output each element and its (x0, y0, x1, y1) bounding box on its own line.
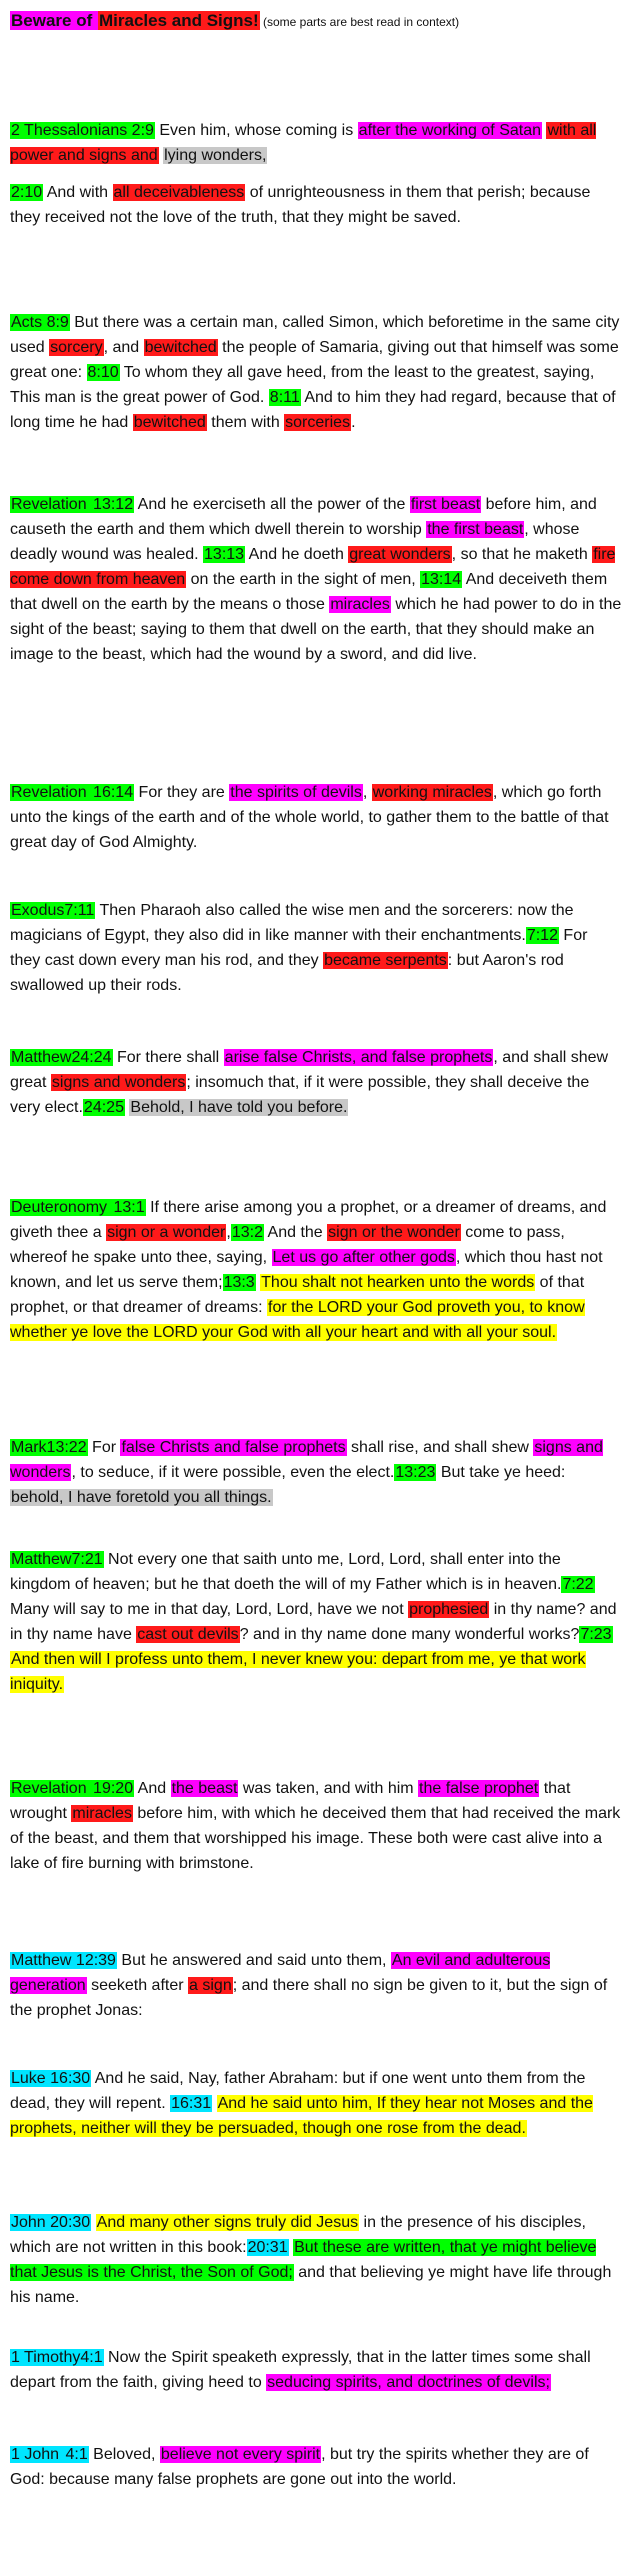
highlighted-text: But these are written, that ye might believe that Jesus is the Christ, the Son of God; (10, 2239, 597, 2281)
highlighted-text: the first beast (427, 521, 524, 538)
highlighted-text: bewitched (144, 339, 217, 356)
scripture-passage (10, 118, 622, 168)
text-run: , so that he maketh (451, 546, 593, 563)
highlighted-text: seducing spirits, and doctrines of devils; (267, 2374, 550, 2391)
highlighted-text: And then will I profess unto them, I never knew you: depart from me, ye that work iniquity. (10, 1651, 586, 1693)
scripture-passage (10, 310, 622, 435)
text-run: And he doeth (245, 546, 349, 563)
highlighted-text: Let us go after other gods (272, 1249, 455, 1266)
scripture-passage (10, 1045, 622, 1120)
text-run: them with (206, 414, 285, 431)
highlighted-text: 4:1 (61, 2446, 88, 2463)
scripture-passage (10, 1948, 622, 2023)
highlighted-text: Luke 16:30 (11, 2070, 91, 2087)
text-run: . (351, 414, 356, 431)
scripture-passage (10, 2066, 622, 2141)
text-run: in thy name? and in thy name have (10, 1601, 617, 1643)
highlighted-text: 13:23 (395, 1464, 436, 1481)
highlighted-text: 7:22 (562, 1576, 594, 1593)
scripture-passage (10, 898, 622, 998)
highlighted-text: Revelation (11, 1780, 87, 1797)
highlighted-text: behold, I have foretold you all things. (11, 1489, 272, 1506)
text-run: come to pass, whereof he spake unto thee, saying, (10, 1224, 565, 1266)
text-run: shall rise, and shall shew (346, 1439, 534, 1456)
text-run: , which go forth unto the kings of the earth and of the whole world, to gather them to the battle of that great day of God Almighty. (10, 784, 609, 851)
highlighted-text: believe not every spirit (160, 2446, 321, 2463)
page-title (10, 8, 622, 35)
highlighted-text: with all power and signs and (10, 122, 597, 164)
highlighted-text: signs and wonders (10, 1439, 603, 1481)
highlighted-text: 7:23 (580, 1626, 612, 1643)
text-run: Even him, whose coming is (154, 122, 358, 139)
text-run (212, 2095, 216, 2112)
highlighted-text: Matthew 12:39 (11, 1952, 116, 1969)
highlighted-text: Beware of (11, 11, 97, 30)
highlighted-text: sign or a wonder (107, 1224, 226, 1241)
text-run: which he had power to do in the sight of the beast; saying to them that dwell on the earth, that they should make an image to the beast, which had the wound by a sword, and did live. (10, 596, 622, 663)
text-run (91, 2214, 95, 2231)
highlighted-text: 1 Timothy4:1 (11, 2349, 103, 2366)
scripture-passage (10, 1547, 622, 1697)
highlighted-text: 2 Thessalonians 2:9 (11, 122, 154, 139)
highlighted-text: 13:2 (231, 1224, 263, 1241)
highlighted-text: lying wonders, (164, 147, 267, 164)
text-run: , to seduce, if it were possible, even the elect. (71, 1464, 395, 1481)
highlighted-text: all deceivableness (113, 184, 245, 201)
scripture-passage (10, 1776, 622, 1876)
text-run: ? and in thy name done many wonderful works? (239, 1626, 580, 1643)
scripture-passage (10, 2210, 622, 2310)
highlighted-text: sign or the wonder (328, 1224, 460, 1241)
highlighted-text: 16:14 (88, 784, 134, 801)
text-run: , whose deadly wound was healed. (10, 521, 580, 563)
highlighted-text: sorceries (285, 414, 351, 431)
highlighted-text: Miracles and Signs! (98, 11, 259, 30)
text-run: that wrought (10, 1780, 571, 1822)
highlighted-text: Thou shalt not hearken unto the words (261, 1274, 535, 1291)
highlighted-text: 13:13 (204, 546, 245, 563)
highlighted-text: Deuteronomy (11, 1199, 108, 1216)
text-run: : but Aaron's rod swallowed up their rods. (10, 952, 564, 994)
text-run: ; and there shall no sign be given to it, but the sign of the prophet Jonas: (10, 1977, 608, 2019)
highlighted-text: 20:31 (247, 2239, 288, 2256)
text-run: Then Pharaoh also called the wise men and the sorcerers: now the magicians of Egypt, they also did in like manner with their enchantments. (10, 902, 574, 944)
highlighted-text: fire come down from heaven (10, 546, 616, 588)
text-run: But there was a certain man, called Simon, which beforetime in the same city used (10, 314, 620, 356)
scripture-passage (10, 2345, 622, 2395)
text-run: And to him they had regard, because that of long time he had (10, 389, 616, 431)
text-run: And he exerciseth all the power of the (134, 496, 410, 513)
highlighted-text: 8:10 (87, 364, 119, 381)
text-run: To whom they all gave heed, from the least to the greatest, saying, This man is the great power of God. (10, 364, 595, 406)
text-run: of that prophet, or that dreamer of dreams: (10, 1274, 585, 1316)
text-run: , but try the spirits whether they are of God: because many false prophets are gone out into the world. (10, 2446, 589, 2488)
highlighted-text: Matthew7:21 (11, 1551, 103, 1568)
text-run: , which thou hast not known, and let us serve them; (10, 1249, 603, 1291)
highlighted-text: 16:31 (171, 2095, 212, 2112)
text-run: , (226, 1224, 231, 1241)
highlighted-text: false Christs and false prophets (121, 1439, 346, 1456)
highlighted-text: great wonders (349, 546, 451, 563)
highlighted-text: 8:11 (269, 389, 300, 406)
text-run: (some parts are best read in context) (259, 15, 460, 29)
highlighted-text: a sign (189, 1977, 232, 1994)
highlighted-text: 13:3 (223, 1274, 255, 1291)
highlighted-text: first beast (410, 496, 481, 513)
scripture-passage (10, 1435, 622, 1510)
highlighted-text: the spirits of devils (230, 784, 362, 801)
text-run: and that believing ye might have life through his name. (10, 2264, 612, 2306)
highlighted-text: bewitched (133, 414, 206, 431)
highlighted-text: And many other signs truly did Jesus (96, 2214, 359, 2231)
text-run: Many will say to me in that day, Lord, Lord, have we not (10, 1601, 409, 1618)
text-run: on the earth in the sight of men, (186, 571, 421, 588)
scripture-passage (10, 2442, 622, 2492)
text-run: Not every one that saith unto me, Lord, Lord, shall enter into the kingdom of heaven; but he that doeth the will of my Father which is in heaven. (10, 1551, 562, 1593)
text-run: , and shall shew great (10, 1049, 609, 1091)
text-run: seeketh after (86, 1977, 189, 1994)
highlighted-text: 19:20 (88, 1780, 134, 1797)
highlighted-text: An evil and adulterous generation (10, 1952, 551, 1994)
text-run: If there arise among you a prophet, or a dreamer of dreams, and giveth thee a (10, 1199, 607, 1241)
highlighted-text: And he said unto him, If they hear not Moses and the prophets, neither will they be persuaded, though one rose from the dead. (10, 2095, 593, 2137)
text-run: , and (103, 339, 144, 356)
highlighted-text: miracles (72, 1805, 132, 1822)
text-run: For there shall (112, 1049, 224, 1066)
scripture-passage (10, 492, 622, 667)
highlighted-text: miracles (330, 596, 390, 613)
text-run: For they are (134, 784, 230, 801)
highlighted-text: 2:10 (11, 184, 43, 201)
highlighted-text: Matthew24:24 (11, 1049, 112, 1066)
highlighted-text: 7:12 (526, 927, 558, 944)
highlighted-text: 13:1 (109, 1199, 145, 1216)
text-run: And (134, 1780, 171, 1797)
text-run: For (87, 1439, 121, 1456)
scripture-passage (10, 180, 622, 230)
highlighted-text: 13:12 (88, 496, 134, 513)
highlighted-text: the beast (171, 1780, 238, 1797)
highlighted-text: prophesied (409, 1601, 489, 1618)
text-run: For they cast down every man his rod, and they (10, 927, 588, 969)
highlighted-text: arise false Christs, and false prophets (224, 1049, 493, 1066)
highlighted-text: Revelation (11, 784, 87, 801)
text-run: Now the Spirit speaketh expressly, that in the latter times some shall depart from the faith, giving heed to (10, 2349, 591, 2391)
text-run: And the (263, 1224, 328, 1241)
text-run: But take ye heed: (436, 1464, 566, 1481)
highlighted-text: Acts 8:9 (11, 314, 69, 331)
text-run: Beloved, (88, 2446, 160, 2463)
text-run: in the presence of his disciples, which are not written in this book: (10, 2214, 586, 2256)
highlighted-text: for the LORD your God proveth you, to know whether ye love the LORD your God with all your heart and with all your soul. (10, 1299, 585, 1341)
text-run: And with (43, 184, 113, 201)
highlighted-text: cast out devils (137, 1626, 239, 1643)
highlighted-text: 13:14 (421, 571, 462, 588)
text-run: of unrighteousness in them that perish; because they received not the love of the truth, that they might be saved. (10, 184, 591, 226)
text-run: before him, and causeth the earth and them which dwell therein to worship (10, 496, 597, 538)
highlighted-text: 1 John (11, 2446, 60, 2463)
highlighted-text: 24:25 (83, 1099, 124, 1116)
highlighted-text: Behold, I have told you before. (130, 1099, 348, 1116)
highlighted-text: signs and wonders (51, 1074, 186, 1091)
highlighted-text: after the working of Satan (358, 122, 541, 139)
highlighted-text: the false prophet (419, 1780, 539, 1797)
text-run: was taken, and with him (238, 1780, 419, 1797)
highlighted-text: became serpents (324, 952, 447, 969)
highlighted-text: Revelation (11, 496, 87, 513)
scripture-passage (10, 780, 622, 855)
text-run: ; insomuch that, if it were possible, they shall deceive the very elect. (10, 1074, 590, 1116)
text-run: And deceiveth them that dwell on the earth by the means o those (10, 571, 608, 613)
highlighted-text: Exodus7:11 (11, 902, 95, 919)
scripture-passage (10, 1195, 622, 1345)
text-run: And he said, Nay, father Abraham: but if one went unto them from the dead, they will repent. (10, 2070, 586, 2112)
highlighted-text: Mark13:22 (11, 1439, 87, 1456)
text-run: before him, with which he deceived them that had received the mark of the beast, and them that worshipped his image. These both were cast alive into a lake of fire burning with brimstone. (10, 1805, 621, 1872)
text-run: the people of Samaria, giving out that himself was some great one: (10, 339, 619, 381)
highlighted-text: working miracles (372, 784, 492, 801)
text-run: , (362, 784, 372, 801)
highlighted-text: sorcery (50, 339, 103, 356)
highlighted-text: John 20:30 (11, 2214, 91, 2231)
text-run: But he answered and said unto them, (116, 1952, 391, 1969)
